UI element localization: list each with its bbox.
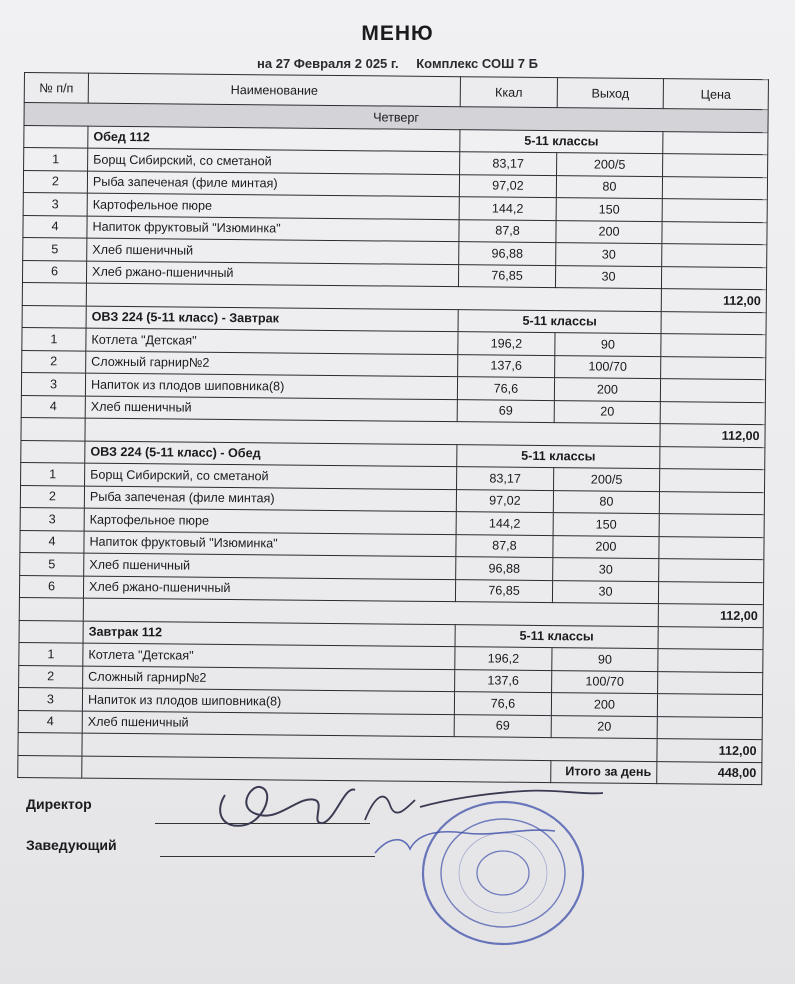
item-price [660,469,765,493]
item-name: Хлеб пшеничный [82,711,454,737]
item-kcal: 97,02 [459,174,556,197]
group-empty-cell [22,305,86,328]
item-number: 3 [20,507,84,530]
menu-table [17,72,769,785]
item-price [660,401,765,425]
head-label: Заведующий [26,837,117,853]
item-kcal: 87,8 [456,534,553,557]
item-kcal: 76,6 [454,692,551,715]
item-number: 1 [22,327,86,350]
item-price [660,379,765,403]
item-kcal: 196,2 [455,647,552,670]
menu-complex: Комплекс СОШ 7 Б [416,56,538,71]
item-kcal: 83,17 [460,152,557,175]
item-price [659,491,764,515]
group-title: ОВЗ 224 (5-11 класс) - Обед [85,441,457,467]
item-price [657,716,762,740]
item-output: 30 [555,265,661,289]
item-output: 80 [553,490,659,514]
item-price [662,199,767,223]
item-name: Хлеб пшеничный [84,553,456,579]
group-classes: 5-11 классы [460,129,663,153]
group-title: Завтрак 112 [83,621,455,647]
item-number: 1 [24,148,88,171]
group-title: ОВЗ 224 (5-11 класс) - Завтрак [86,306,458,332]
item-number: 5 [20,552,84,575]
item-number: 2 [19,665,83,688]
total-empty-cell [21,417,85,440]
menu-date: на 27 Февраля 2 025 г. [257,56,399,71]
item-output: 200 [553,535,659,559]
col-header-output: Выход [557,78,663,109]
item-output: 150 [556,198,662,222]
group-classes: 5-11 классы [457,444,660,468]
group-price-cell [660,446,765,470]
col-header-num: № п/п [24,73,88,104]
item-number: 2 [22,350,86,373]
item-output: 200 [551,693,657,717]
item-output: 100/70 [552,670,658,694]
total-empty-cell [18,732,82,755]
item-name: Картофельное пюре [84,508,456,534]
item-kcal: 69 [457,399,554,422]
item-kcal: 76,85 [455,579,552,602]
item-price [658,671,763,695]
item-price [661,334,766,358]
item-name: Хлеб ржано-пшеничный [86,261,458,287]
menu-subtitle [0,56,795,71]
item-price [661,266,766,290]
item-output: 90 [555,333,661,357]
grand-total-label: Итого за день [551,760,657,784]
item-name: Картофельное пюре [87,193,459,219]
item-kcal: 76,85 [458,264,555,287]
menu-body [18,103,768,785]
item-output: 200 [556,220,662,244]
group-title: Обед 112 [88,126,460,152]
item-number: 5 [23,237,87,260]
group-price-cell [658,626,763,650]
group-classes: 5-11 классы [455,624,658,648]
item-output: 30 [553,558,659,582]
item-number: 4 [23,215,87,238]
item-number: 1 [21,462,85,485]
item-price [661,356,766,380]
item-output: 150 [553,513,659,537]
item-number: 3 [21,372,85,395]
item-kcal: 96,88 [456,557,553,580]
director-label: Директор [26,796,92,812]
item-output: 200 [554,378,660,402]
menu-title: МЕНЮ [361,22,434,45]
item-output: 30 [552,580,658,604]
total-empty-cell [19,597,83,620]
item-price [659,536,764,560]
item-price [658,649,763,673]
item-number: 1 [19,642,83,665]
official-stamp [419,798,587,948]
item-kcal: 83,17 [457,467,554,490]
group-price-cell [661,311,766,335]
item-number: 6 [22,260,86,283]
item-number: 3 [23,192,87,215]
item-name: Напиток из плодов шиповника(8) [82,688,454,714]
item-price [662,176,767,200]
item-name: Борщ Сибирский, со сметаной [85,463,457,489]
item-number: 4 [20,530,84,553]
item-price [662,221,767,245]
group-total: 112,00 [658,604,763,628]
item-number: 4 [18,710,82,733]
item-output: 30 [556,243,662,267]
item-name: Котлета "Детская" [83,643,455,669]
item-name: Рыба запеченая (филе минтая) [84,486,456,512]
item-kcal: 76,6 [457,377,554,400]
group-total: 112,00 [661,289,766,313]
item-output: 100/70 [555,355,661,379]
group-empty-cell [24,125,88,148]
col-header-price: Цена [663,79,768,110]
day-label: Четверг [24,103,768,133]
item-name: Сложный гарнир№2 [83,666,455,692]
item-kcal: 87,8 [459,219,556,242]
item-kcal: 97,02 [456,489,553,512]
item-name: Борщ Сибирский, со сметаной [88,148,460,174]
item-name: Хлеб ржано-пшеничный [83,576,455,602]
item-price [657,694,762,718]
item-output: 20 [551,715,657,739]
item-price [658,581,763,605]
item-kcal: 144,2 [456,512,553,535]
item-price [662,244,767,268]
group-classes: 5-11 классы [458,309,661,333]
item-price [659,559,764,583]
item-name: Котлета "Детская" [86,328,458,354]
item-name: Рыба запеченая (филе минтая) [87,171,459,197]
grand-empty-cell [18,755,82,778]
item-price [663,154,768,178]
item-name: Хлеб пшеничный [87,238,459,264]
item-kcal: 96,88 [459,242,556,265]
item-name: Хлеб пшеничный [85,396,457,422]
group-price-cell [663,131,768,155]
item-number: 6 [19,575,83,598]
item-output: 200/5 [554,468,660,492]
item-name: Напиток фруктовый "Изюминка" [87,216,459,242]
total-empty-cell [22,282,86,305]
group-empty-cell [19,620,83,643]
item-kcal: 137,6 [458,354,555,377]
item-kcal: 196,2 [458,332,555,355]
item-number: 2 [23,170,87,193]
item-price [659,514,764,538]
item-name: Сложный гарнир№2 [86,351,458,377]
item-kcal: 137,6 [455,669,552,692]
item-kcal: 144,2 [459,197,556,220]
group-total: 112,00 [657,739,762,763]
item-number: 4 [21,395,85,418]
col-header-kcal: Ккал [460,77,557,108]
item-name: Напиток фруктовый "Изюминка" [84,531,456,557]
col-header-name: Наименование [88,73,460,107]
item-output: 20 [554,400,660,424]
item-number: 2 [20,485,84,508]
group-empty-cell [21,440,85,463]
group-total: 112,00 [660,424,765,448]
grand-total-value: 448,00 [657,761,762,785]
item-output: 200/5 [557,153,663,177]
item-name: Напиток из плодов шиповника(8) [85,373,457,399]
item-output: 80 [556,175,662,199]
item-output: 90 [552,648,658,672]
item-number: 3 [18,687,82,710]
item-kcal: 69 [454,714,551,737]
